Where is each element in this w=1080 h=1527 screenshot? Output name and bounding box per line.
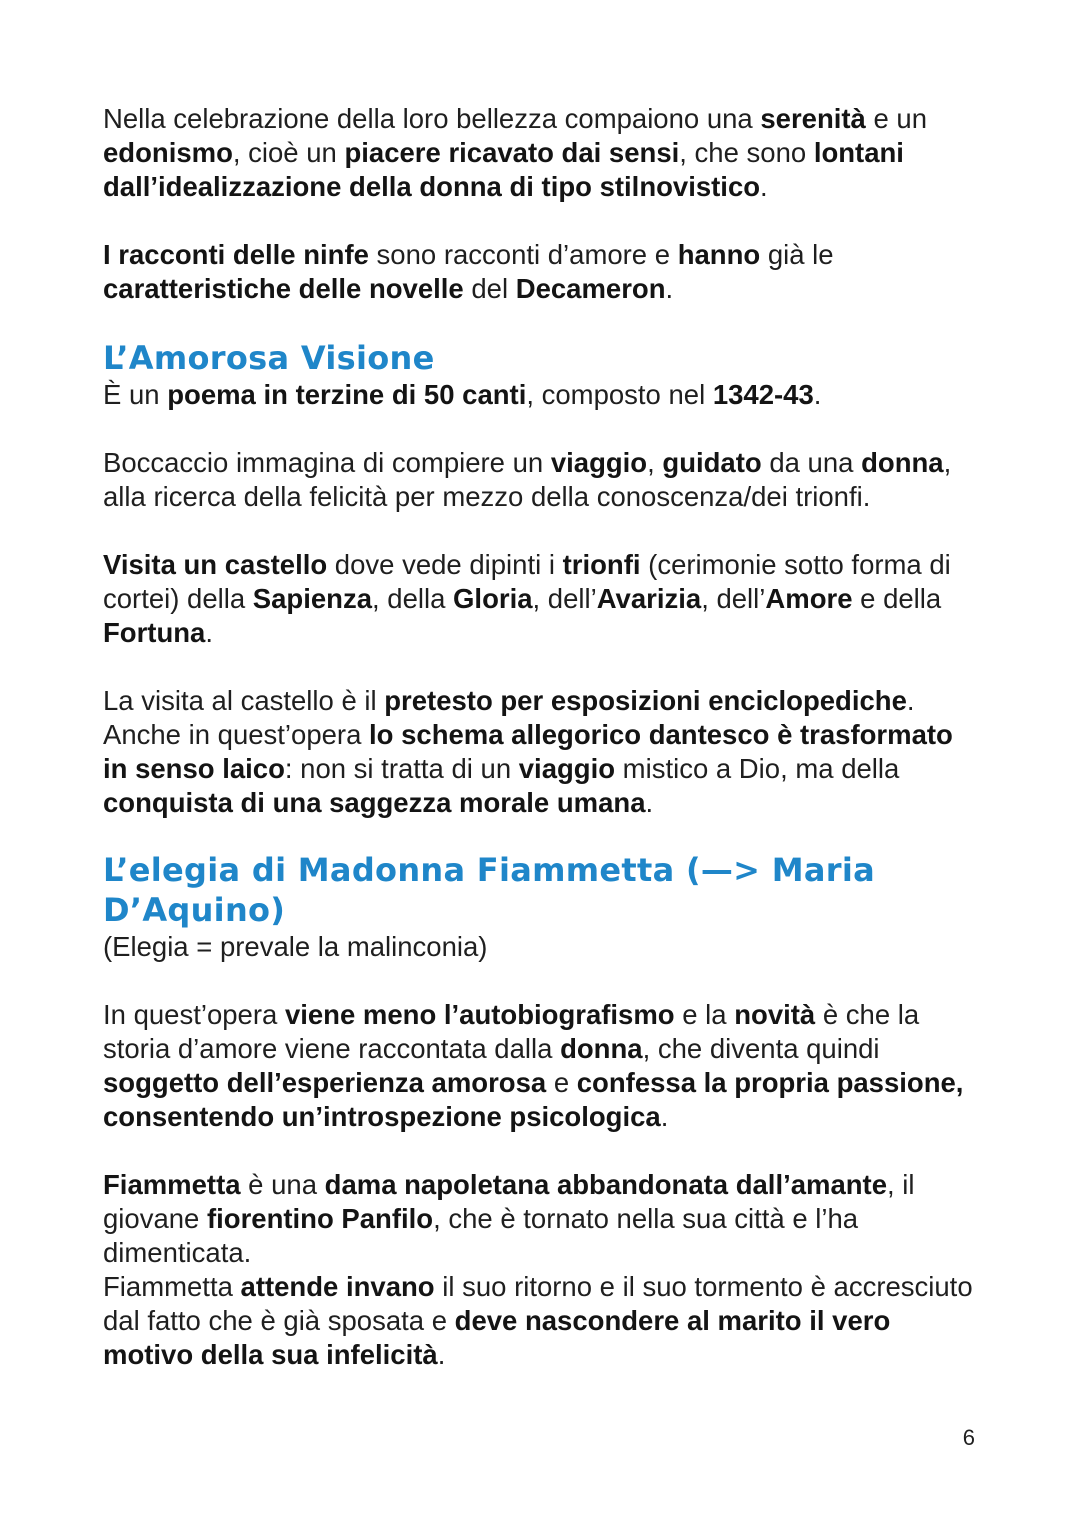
text-run: , che diventa quindi [642, 1033, 880, 1064]
bold-text: Sapienza [252, 583, 373, 614]
text-run: . [205, 617, 213, 648]
bold-text: viene meno l’autobiografismo [284, 999, 675, 1030]
text-run: da una [761, 447, 862, 478]
text-run: , che è tornato nella sua città e l’ha dimenticata. [103, 1203, 859, 1268]
heading-amorosa-visione: L’Amorosa Visione [103, 339, 435, 377]
paragraph-fiammetta-dama [103, 1168, 983, 1270]
text-run: è che la storia d’amore viene raccontata dalla [103, 999, 920, 1064]
bold-text: piacere ricavato dai sensi [344, 137, 680, 168]
paragraph-racconti-ninfe [103, 238, 983, 306]
text-run: il suo ritorno e il suo tormento è accresciuto dal fatto che è già sposata e [103, 1271, 973, 1336]
bold-text: dama napoletana abbandonata dall’amante [324, 1169, 888, 1200]
bold-text: attende invano [240, 1271, 435, 1302]
bold-text: Amore [765, 583, 853, 614]
text-run: La visita al castello è il [103, 685, 385, 716]
paragraph-autobiografismo [103, 998, 983, 1134]
bold-text: Fortuna [103, 617, 206, 648]
bold-text: Fiammetta [103, 1169, 241, 1200]
text-run: , alla ricerca della felicità per mezzo della conoscenza/dei trionfi. [103, 447, 952, 512]
text-run: . [813, 379, 822, 410]
text-run: e della [852, 583, 942, 614]
text-run: , che sono [679, 137, 814, 168]
paragraph-viaggio [103, 446, 983, 514]
text-run: (cerimonie sotto forma di cortei) della [103, 549, 951, 614]
text-run: , della [372, 583, 454, 614]
bold-text: serenità [760, 103, 866, 134]
text-run: Boccaccio immagina di compiere un [103, 447, 551, 478]
text-run: . [660, 1101, 669, 1132]
bold-text: confessa la propria passione, consentendo un’introspezione psicologica [103, 1067, 964, 1132]
text-run: e [546, 1067, 577, 1098]
text-run: e la [674, 999, 735, 1030]
bold-text: viaggio [518, 753, 616, 784]
text-run: . [645, 787, 654, 818]
paragraph-schema-allegorico [103, 684, 983, 820]
bold-text: soggetto dell’esperienza amorosa [103, 1067, 547, 1098]
text-run: , dell’ [532, 583, 597, 614]
text-run: . [906, 685, 915, 716]
text-run: e un [865, 103, 928, 134]
text-run: Fiammetta [103, 1271, 241, 1302]
text-run: (Elegia = prevale la malinconia) [103, 931, 488, 962]
text-run: del [463, 273, 516, 304]
text-run: , [647, 447, 663, 478]
text-run: , dell’ [701, 583, 766, 614]
text-run: È un [103, 379, 168, 410]
bold-text: caratteristiche delle novelle [103, 273, 464, 304]
bold-text: hanno [677, 239, 761, 270]
text-run: . [437, 1339, 446, 1370]
bold-text: pretesto per esposizioni enciclopediche [384, 685, 907, 716]
text-run: Nella celebrazione della loro bellezza compaiono una [103, 103, 761, 134]
text-run: , cioè un [232, 137, 345, 168]
bold-text: 1342-43 [712, 379, 814, 410]
paragraph-castello [103, 548, 983, 650]
bold-text: I racconti delle ninfe [103, 239, 369, 270]
text-run: Anche in quest’opera [103, 719, 370, 750]
heading-elegia-fiammetta: L’elegia di Madonna Fiammetta (—> Maria D’Aquino) [103, 851, 876, 929]
bold-text: lo schema allegorico dantesco è trasformato in senso laico [103, 719, 953, 784]
text-run: , il giovane [103, 1169, 915, 1234]
bold-text: donna [861, 447, 944, 478]
text-run: , composto nel [526, 379, 713, 410]
bold-text: novità [734, 999, 816, 1030]
text-run: : non si tratta di un [284, 753, 519, 784]
bold-text: Decameron [515, 273, 666, 304]
paragraph-poema [103, 378, 983, 412]
bold-text: guidato [662, 447, 762, 478]
text-run: . [665, 273, 674, 304]
text-run: dove vede dipinti i [327, 549, 563, 580]
bold-text: Visita un castello [103, 549, 328, 580]
text-run: . [760, 171, 768, 202]
bold-text: Gloria [453, 583, 533, 614]
bold-text: fiorentino Panfilo [206, 1203, 434, 1234]
paragraph-elegia-definizione [103, 930, 983, 964]
bold-text: deve nascondere al marito il vero motivo della sua infelicità [103, 1305, 891, 1370]
bold-text: viaggio [550, 447, 648, 478]
bold-text: edonismo [103, 137, 233, 168]
page-content [103, 102, 983, 1372]
bold-text: lontani dall’idealizzazione della donna di tipo stilnovistico [103, 137, 904, 202]
paragraph-fiammetta-attende [103, 1270, 983, 1372]
text-run: mistico a Dio, ma della [615, 753, 900, 784]
text-run: già le [760, 239, 834, 270]
bold-text: donna [560, 1033, 643, 1064]
page-number: 6 [962, 1425, 975, 1450]
text-run: In quest’opera [103, 999, 285, 1030]
text-run: è una [240, 1169, 325, 1200]
bold-text: poema in terzine di 50 canti [167, 379, 527, 410]
text-run: sono racconti d’amore e [368, 239, 678, 270]
bold-text: conquista di una saggezza morale umana [103, 787, 646, 818]
paragraph-bellezza [103, 102, 983, 204]
bold-text: Avarizia [596, 583, 702, 614]
bold-text: trionfi [562, 549, 641, 580]
